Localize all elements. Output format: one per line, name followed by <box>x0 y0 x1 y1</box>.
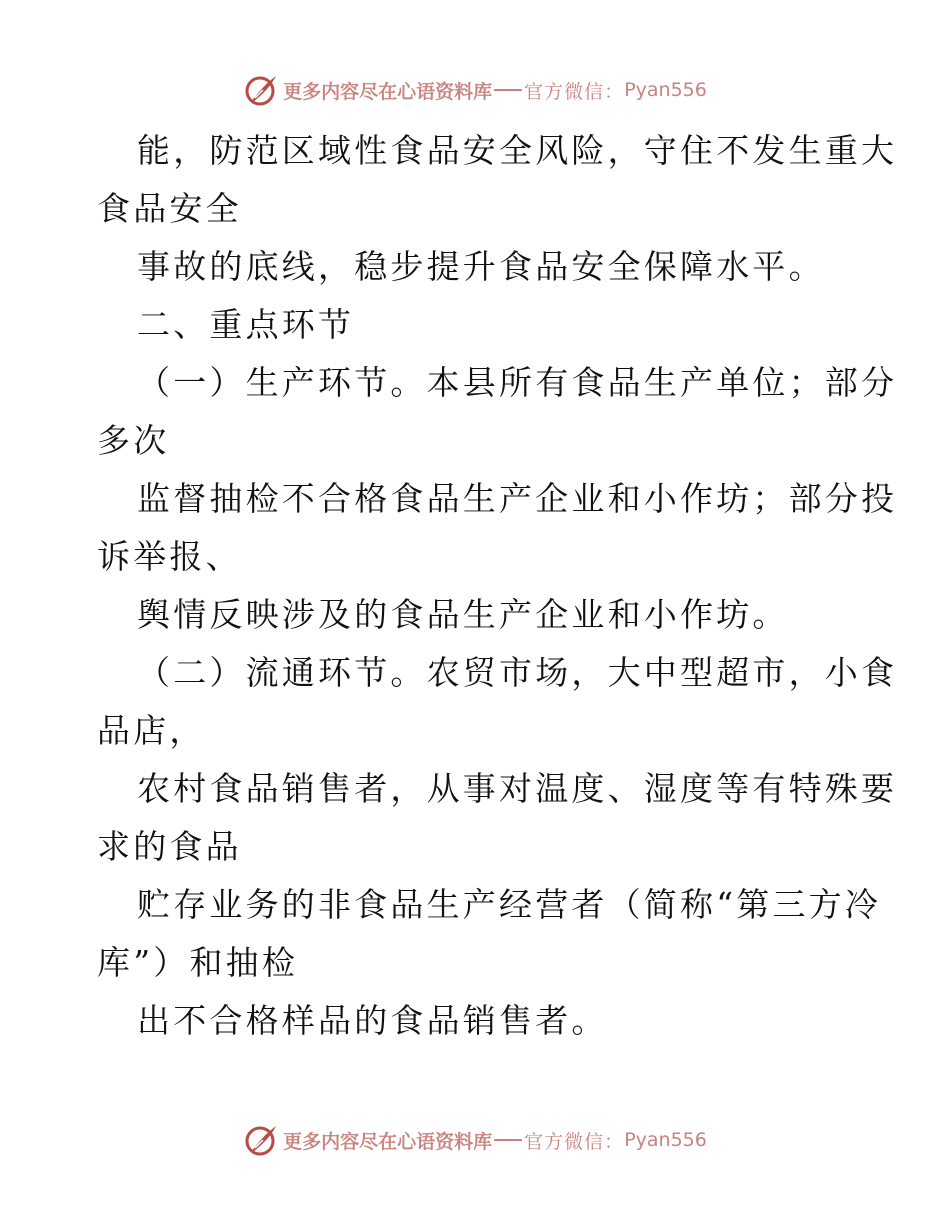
header-banner-text: 更多内容尽在心语资料库 <box>283 80 493 103</box>
footer-wechat-label: 官方微信： <box>524 1130 625 1153</box>
header-banner <box>0 70 950 110</box>
text-line: 舆情反映涉及的食品生产企业和小作坊。 <box>137 595 789 634</box>
quill-logo-icon <box>243 72 279 108</box>
quill-logo-icon <box>243 1122 279 1158</box>
text-line: 库”）和抽检 <box>97 943 299 982</box>
footer-banner-dash <box>494 1139 522 1141</box>
header-banner-dash <box>494 89 522 91</box>
header-wechat-id: Pyan556 <box>624 79 707 101</box>
text-line: 贮存业务的非食品生产经营者（简称“第三方冷 <box>137 885 882 924</box>
footer-wechat-id: Pyan556 <box>624 1129 707 1151</box>
text-line: 监督抽检不合格食品生产企业和小作坊；部分投 <box>137 479 898 518</box>
text-line: 二、重点环节 <box>137 305 355 344</box>
text-line: （一）生产环节。本县所有食品生产单位；部分 <box>137 363 898 402</box>
footer-banner <box>0 1120 950 1160</box>
header-banner-content <box>243 72 707 108</box>
text-line: 事故的底线，稳步提升食品安全保障水平。 <box>137 247 825 286</box>
footer-banner-text: 更多内容尽在心语资料库 <box>283 1130 493 1153</box>
text-line: 求的食品 <box>97 827 242 866</box>
text-line: 品店， <box>97 711 206 750</box>
header-wechat-label: 官方微信： <box>524 80 625 103</box>
text-line: 农村食品销售者，从事对温度、湿度等有特殊要 <box>137 769 898 808</box>
text-line: 诉举报、 <box>97 537 242 576</box>
text-line: 出不合格样品的食品销售者。 <box>137 1001 608 1040</box>
footer-banner-content <box>243 1122 707 1158</box>
text-line: 能，防范区域性食品安全风险，守住不发生重大 <box>137 131 898 170</box>
text-line: （二）流通环节。农贸市场，大中型超市，小食 <box>137 653 898 692</box>
text-line: 食品安全 <box>97 189 242 228</box>
document-body <box>97 122 898 1050</box>
text-line: 多次 <box>97 421 170 460</box>
